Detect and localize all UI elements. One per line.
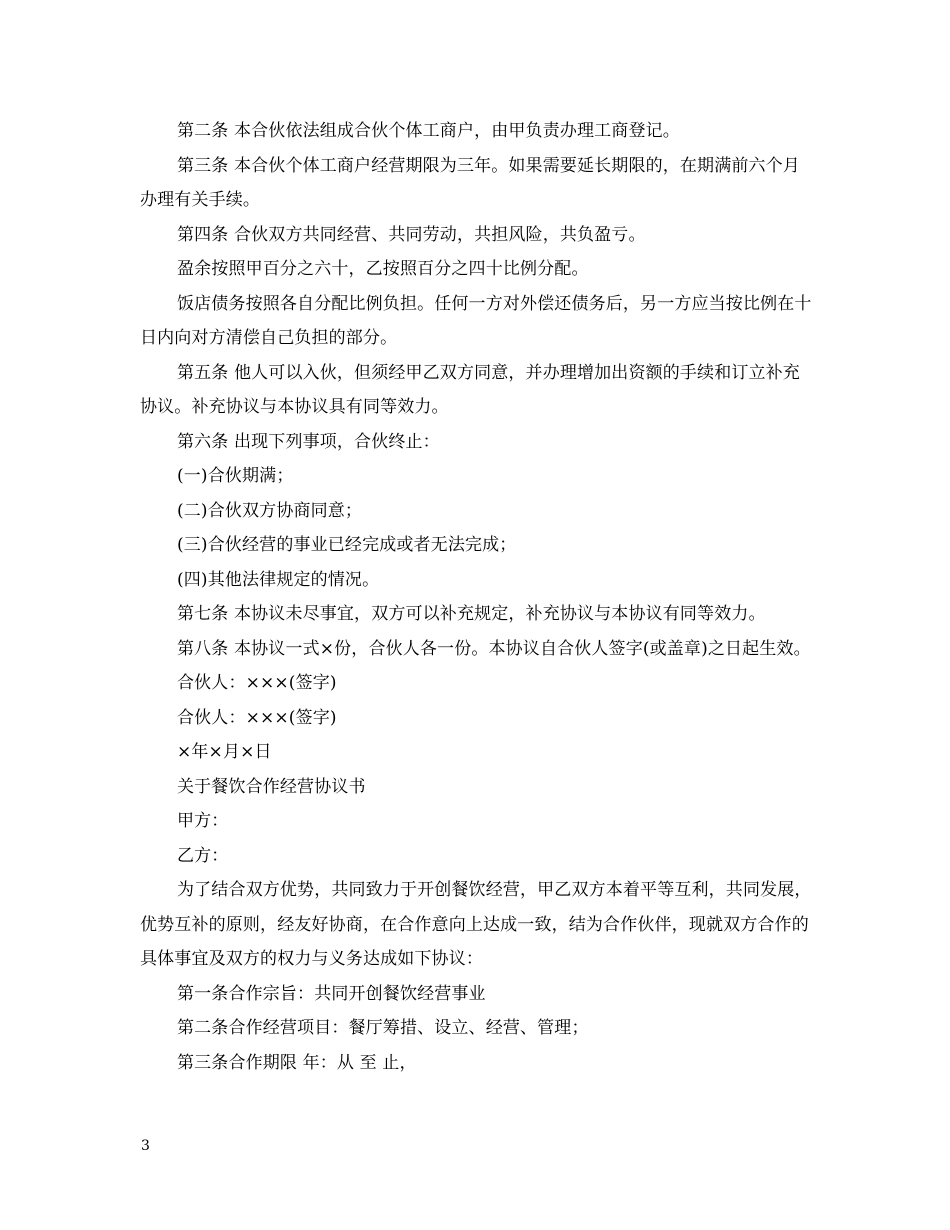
paragraph-article-4: 第四条 合伙双方共同经营、共同劳动，共担风险，共负盈亏。 (177, 224, 646, 245)
paragraph-profit-split: 盈余按照甲百分之六十，乙按照百分之四十比例分配。 (177, 259, 589, 279)
page-number: 3 (141, 1138, 150, 1154)
party-b-line: 乙方： (177, 845, 229, 866)
paragraph-article-3: 第三条 本合伙个体工商户经营期限为三年。如果需要延长期限的，在期满前六个月办理有关手续。 (140, 155, 800, 210)
party-a-line: 甲方： (177, 811, 229, 831)
paragraph-article-6: 第六条 出现下列事项，合伙终止： (177, 431, 440, 452)
paragraph-article-7: 第七条 本协议未尽事宜，双方可以补充规定，补充协议与本协议有同等效力。 (177, 604, 766, 624)
paragraph-article-5: 第五条 他人可以入伙，但须经甲乙双方同意，并办理增加出资额的手续和订立补充协议。补充协议与本协议具有同等效力。 (140, 362, 800, 417)
section-title: 关于餐饮合作经营协议书 (177, 776, 366, 797)
list-item-1: (一)合伙期满； (177, 466, 294, 486)
list-item-4: (四)其他法律规定的情况。 (177, 569, 380, 590)
paragraph-clause-2: 第二条合作经营项目：餐厅筹措、设立、经营、管理； (177, 1018, 589, 1038)
signature-line-2: 合伙人：×××(签字) (177, 707, 337, 728)
date-line: ×年×月×日 (177, 742, 272, 762)
paragraph-article-8: 第八条 本协议一式×份，合伙人各一份。本协议自合伙人签字(或盖章)之日起生效。 (177, 638, 811, 659)
paragraph-debt: 饭店债务按照各自分配比例负担。任何一方对外偿还债务后，另一方应当按比例在十日内向对方清偿自己负担的部分。 (140, 293, 812, 348)
paragraph-clause-1: 第一条合作宗旨：共同开创餐饮经营事业 (177, 983, 486, 1004)
list-item-3: (三)合伙经营的事业已经完成或者无法完成； (177, 535, 517, 555)
list-item-2: (二)合伙双方协商同意； (177, 500, 363, 521)
signature-line-1: 合伙人：×××(签字) (177, 673, 337, 693)
paragraph-preamble: 为了结合双方优势，共同致力于开创餐饮经营，甲乙双方本着平等互利，共同发展，优势互补的原则，经友好协商，在合作意向上达成一致，结为合作伙伴，现就双方合作的具体事宜及双方的权力与义务达成如下协议： (140, 880, 812, 969)
document-body (140, 114, 812, 1080)
paragraph-clause-3: 第三条合作期限 年：从 至 止， (177, 1052, 417, 1073)
paragraph-article-2: 第二条 本合伙依法组成合伙个体工商户，由甲负责办理工商登记。 (177, 121, 680, 141)
